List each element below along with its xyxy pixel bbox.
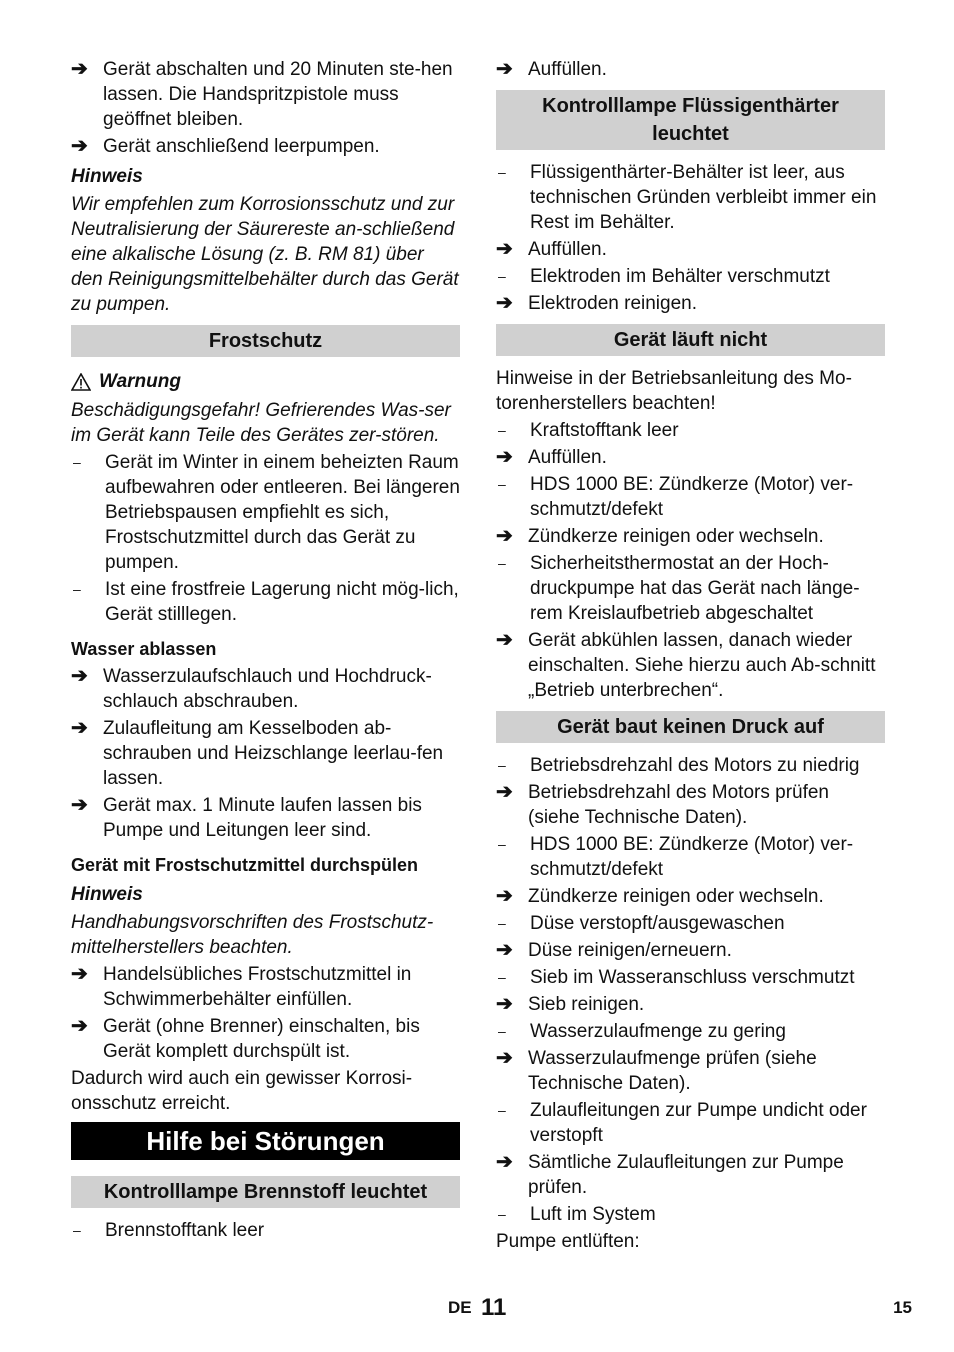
arrow-bullet-icon: ➔: [496, 939, 513, 961]
dash-bullet-icon: –: [498, 1023, 506, 1039]
footer-page-local: 11: [481, 1294, 507, 1321]
list-drain: [71, 664, 460, 843]
section-title-laeuft-nicht: Gerät läuft nicht: [496, 324, 885, 356]
dash-bullet-icon: –: [498, 555, 506, 571]
list-item-text: Gerät abschalten und 20 Minuten ste-hen lassen. Die Handspritzpistole muss geöffnet bleiben.: [103, 59, 453, 130]
pressure-after-text: Pumpe entlüften:: [496, 1231, 640, 1252]
dash-bullet-icon: –: [498, 164, 506, 180]
list-item: [496, 160, 885, 235]
list-item: [496, 938, 885, 963]
list-item: [496, 1019, 885, 1044]
list-item-text: Wasserzulaufschlauch und Hochdruck-schlauch abschrauben.: [103, 666, 432, 712]
notrun-intro: Hinweise in der Betriebsanleitung des Mo-torenherstellers beachten!: [496, 368, 852, 414]
list-item: [496, 524, 885, 549]
list-item: [496, 1098, 885, 1148]
list-item: [71, 57, 460, 132]
list-item: [71, 134, 460, 159]
dash-bullet-icon: –: [73, 1222, 81, 1238]
section-title-brennstoff: Kontrolllampe Brennstoff leuchtet: [71, 1176, 460, 1208]
list-item-text: Brennstofftank leer: [105, 1220, 265, 1241]
arrow-bullet-icon: ➔: [496, 629, 513, 651]
section-title-frostschutz: Frostschutz: [71, 325, 460, 357]
list-item-text: Betriebsdrehzahl des Motors prüfen (siehe Technische Daten).: [528, 782, 829, 828]
list-item-text: Auffüllen.: [528, 239, 607, 260]
footer-language: DE: [448, 1298, 472, 1317]
note-label: Hinweis: [71, 166, 143, 187]
list-item-text: Gerät abkühlen lassen, danach wieder einschalten. Siehe hierzu auch Ab-schnitt „Betrieb unterbrechen“.: [528, 630, 876, 701]
arrow-bullet-icon: ➔: [71, 135, 88, 157]
list-item-text: Sicherheitsthermostat an der Hoch-druckpumpe hat das Gerät nach länge-rem Kreislaufbetrieb abgeschaltet: [530, 553, 860, 624]
arrow-bullet-icon: ➔: [496, 238, 513, 260]
list-item-text: Betriebsdrehzahl des Motors zu niedrig: [530, 755, 860, 776]
list-item-text: Auffüllen.: [528, 447, 607, 468]
list-item-text: Elektroden reinigen.: [528, 293, 697, 314]
page-footer: [0, 1294, 954, 1324]
arrow-bullet-icon: ➔: [496, 781, 513, 803]
dash-bullet-icon: –: [498, 915, 506, 931]
list-item-text: Düse verstopft/ausgewaschen: [530, 913, 785, 934]
list-item-text: Ist eine frostfreie Lagerung nicht mög-lich, Gerät stilllegen.: [105, 579, 459, 625]
list-item: [496, 1046, 885, 1096]
list-item: [496, 780, 885, 830]
list-item: [496, 445, 885, 470]
note2-text: Handhabungsvorschriften des Frostschutz-mittelherstellers beachten.: [71, 912, 434, 958]
list-item-text: Flüssigenthärter-Behälter ist leer, aus technischen Gründen verbleibt immer ein Rest im Behälter.: [530, 162, 877, 233]
list-hardener: [496, 160, 885, 316]
section-title-kein-druck: Gerät baut keinen Druck auf: [496, 711, 885, 743]
list-top-left: [71, 57, 460, 159]
list-item-text: Gerät anschließend leerpumpen.: [103, 136, 380, 157]
list-item: [496, 884, 885, 909]
list-item-text: Zulaufleitungen zur Pumpe undicht oder verstopft: [530, 1100, 867, 1146]
flush-after-text: Dadurch wird auch ein gewisser Korrosi-onsschutz erreicht.: [71, 1068, 413, 1114]
list-item: [496, 1202, 885, 1227]
list-item: [496, 992, 885, 1017]
list-item-text: Zulaufleitung am Kesselboden ab-schrauben und Heizschlange leerlau-fen lassen.: [103, 718, 444, 789]
arrow-bullet-icon: ➔: [71, 1015, 88, 1037]
dash-bullet-icon: –: [498, 422, 506, 438]
list-item: [496, 1150, 885, 1200]
list-item-text: Elektroden im Behälter verschmutzt: [530, 266, 830, 287]
list-item-text: Wasserzulaufmenge prüfen (siehe Technische Daten).: [528, 1048, 817, 1094]
list-item: [71, 716, 460, 791]
subheading-frostschutz-spuelen: Gerät mit Frostschutzmittel durchspülen: [71, 855, 419, 875]
dash-bullet-icon: –: [498, 268, 506, 284]
dash-bullet-icon: –: [498, 1102, 506, 1118]
note2-label: Hinweis: [71, 884, 143, 905]
list-item-text: Zündkerze reinigen oder wechseln.: [528, 886, 824, 907]
arrow-bullet-icon: ➔: [496, 446, 513, 468]
note-text: Wir empfehlen zum Korrosionsschutz und zur Neutralisierung der Säurereste an-schließend eine alkalische Lösung (z. B. RM 81) über den Reinigungsmittelbehälter durch das Gerät zu pumpen.: [71, 194, 459, 315]
list-pressure: [496, 753, 885, 1227]
list-item-text: Gerät im Winter in einem beheizten Raum aufbewahren oder entleeren. Bei längeren Betriebspausen empfiehlt es sich, Frostschutzmittel durch das Gerät zu pumpen.: [105, 452, 460, 573]
arrow-bullet-icon: ➔: [71, 665, 88, 687]
list-item-text: Gerät (ohne Brenner) einschalten, bis Gerät komplett durchspült ist.: [103, 1016, 420, 1062]
list-fuel: [71, 1218, 460, 1243]
arrow-bullet-icon: ➔: [71, 717, 88, 739]
list-item: [496, 551, 885, 626]
list-item-text: Zündkerze reinigen oder wechseln.: [528, 526, 824, 547]
list-frost: [71, 450, 460, 627]
list-item: [496, 57, 885, 82]
footer-page-number: 15: [893, 1298, 912, 1317]
warning-heading: [71, 369, 460, 394]
arrow-bullet-icon: ➔: [496, 993, 513, 1015]
list-item-text: Kraftstofftank leer: [530, 420, 679, 441]
arrow-bullet-icon: ➔: [496, 1047, 513, 1069]
arrow-bullet-icon: ➔: [71, 58, 88, 80]
list-item-text: Düse reinigen/erneuern.: [528, 940, 732, 961]
list-item: [496, 753, 885, 778]
right-column: [496, 57, 885, 1256]
warning-text: Beschädigungsgefahr! Gefrierendes Was-ser im Gerät kann Teile des Gerätes zer-stören.: [71, 400, 451, 446]
arrow-bullet-icon: ➔: [71, 794, 88, 816]
list-item-text: Gerät max. 1 Minute laufen lassen bis Pumpe und Leitungen leer sind.: [103, 795, 422, 841]
list-item-text: HDS 1000 BE: Zündkerze (Motor) ver-schmutzt/defekt: [530, 834, 854, 880]
arrow-bullet-icon: ➔: [496, 525, 513, 547]
dash-bullet-icon: –: [498, 1206, 506, 1222]
chapter-title: Hilfe bei Störungen: [71, 1122, 460, 1160]
dash-bullet-icon: –: [73, 581, 81, 597]
list-item-text: Auffüllen.: [528, 59, 607, 80]
list-top-right: [496, 57, 885, 82]
dash-bullet-icon: –: [498, 476, 506, 492]
list-item: [496, 472, 885, 522]
arrow-bullet-icon: ➔: [496, 292, 513, 314]
dash-bullet-icon: –: [498, 969, 506, 985]
list-item-text: Handelsübliches Frostschutzmittel in Schwimmerbehälter einfüllen.: [103, 964, 412, 1010]
list-item: [496, 264, 885, 289]
list-item: [71, 664, 460, 714]
list-item-text: Sämtliche Zulaufleitungen zur Pumpe prüfen.: [528, 1152, 844, 1198]
arrow-bullet-icon: ➔: [71, 963, 88, 985]
warning-label: Warnung: [99, 371, 181, 392]
list-item: [496, 965, 885, 990]
arrow-bullet-icon: ➔: [496, 58, 513, 80]
subheading-wasser-ablassen: Wasser ablassen: [71, 639, 217, 659]
list-item-text: Sieb reinigen.: [528, 994, 645, 1015]
list-item: [71, 793, 460, 843]
dash-bullet-icon: –: [498, 836, 506, 852]
list-item-text: Luft im System: [530, 1204, 656, 1225]
list-item: [71, 1014, 460, 1064]
arrow-bullet-icon: ➔: [496, 885, 513, 907]
dash-bullet-icon: –: [498, 757, 506, 773]
list-item: [496, 911, 885, 936]
dash-bullet-icon: –: [73, 454, 81, 470]
left-column: [71, 57, 460, 1245]
list-item: [496, 628, 885, 703]
list-item: [71, 1218, 460, 1243]
list-notrun: [496, 418, 885, 703]
list-item-text: Sieb im Wasseranschluss verschmutzt: [530, 967, 855, 988]
warning-triangle-icon: [71, 373, 91, 391]
list-item: [496, 418, 885, 443]
section-title-fluessigenthaerter: Kontrolllampe Flüssigenthärter leuchtet: [496, 90, 885, 150]
list-item: [71, 450, 460, 575]
list-item: [496, 832, 885, 882]
list-flush: [71, 962, 460, 1064]
list-item: [496, 237, 885, 262]
list-item-text: HDS 1000 BE: Zündkerze (Motor) ver-schmutzt/defekt: [530, 474, 854, 520]
list-item: [496, 291, 885, 316]
list-item: [71, 962, 460, 1012]
list-item: [71, 577, 460, 627]
arrow-bullet-icon: ➔: [496, 1151, 513, 1173]
list-item-text: Wasserzulaufmenge zu gering: [530, 1021, 786, 1042]
